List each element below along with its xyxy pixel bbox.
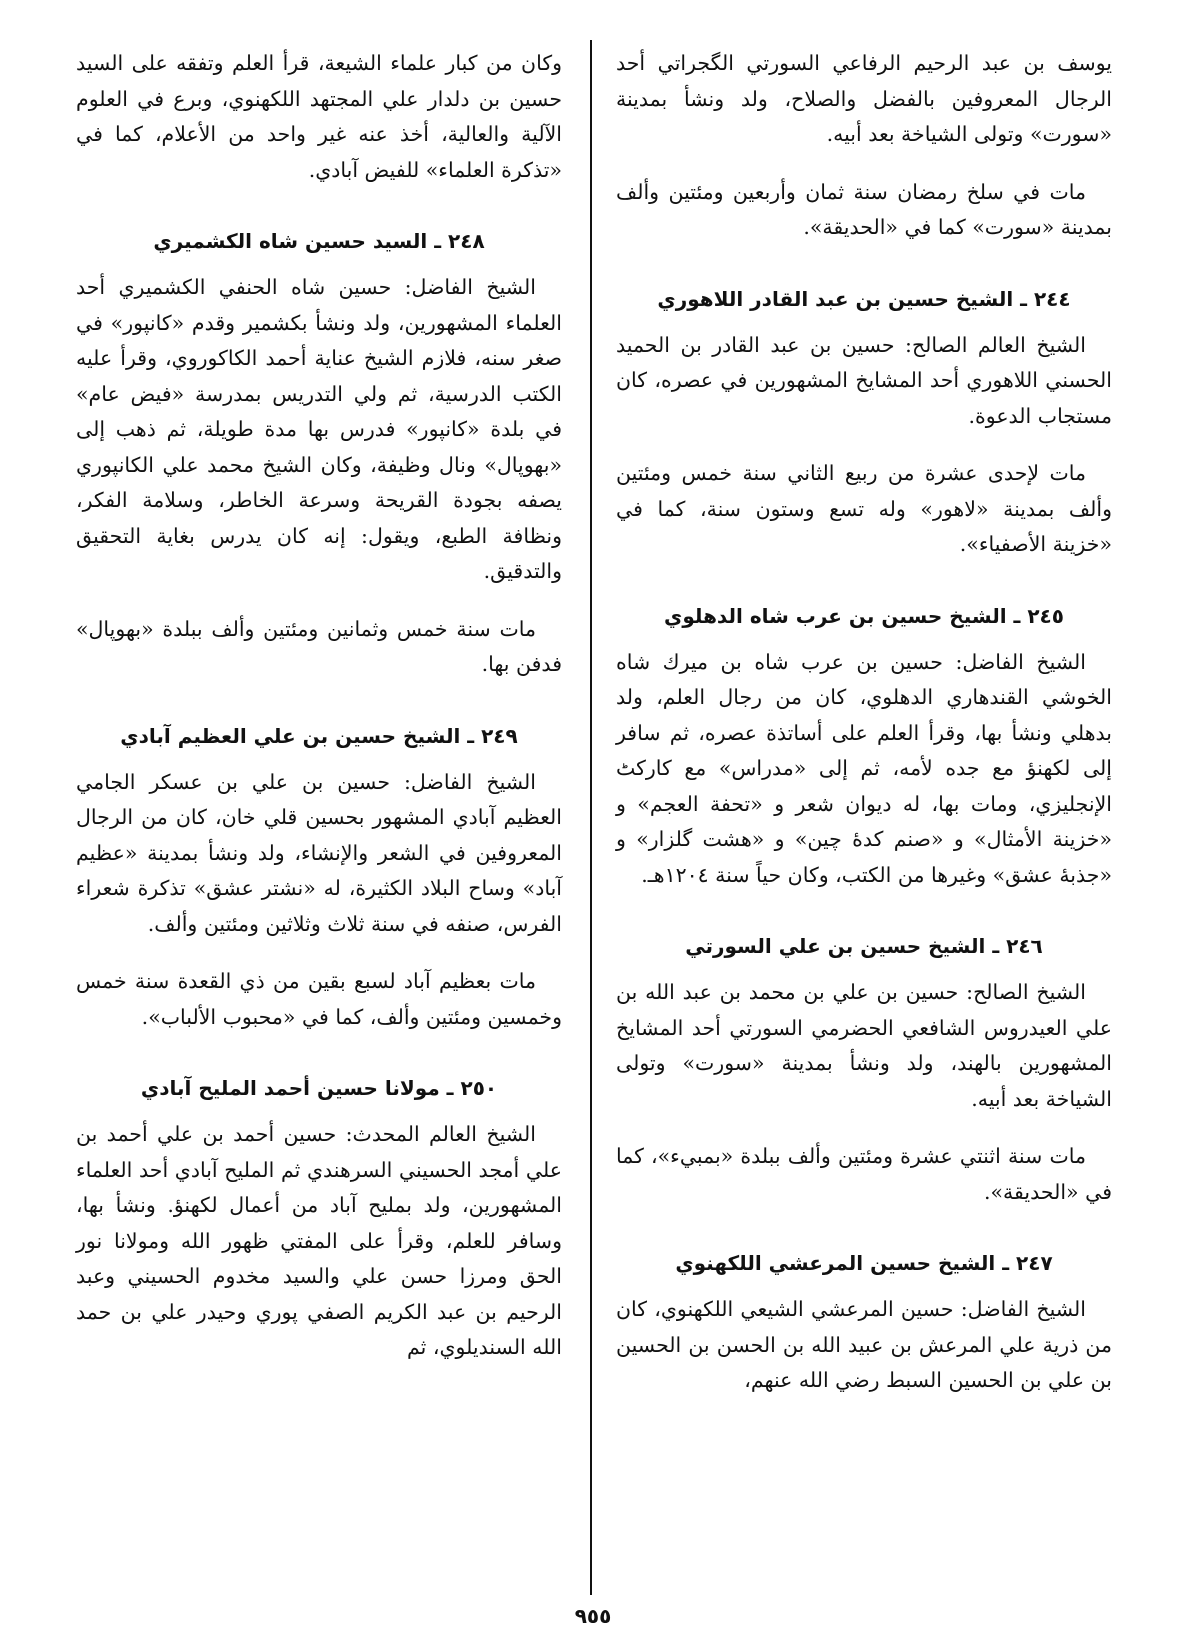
paragraph: يوسف بن عبد الرحيم الرفاعي السورتي الگجراتي أحد الرجال المعروفين بالفضل والصلاح، ولد ونشأ بمدينة «سورت» وتولى الشياخة بعد أبيه. bbox=[616, 51, 1112, 146]
paragraph: الشيخ الفاضل: حسين شاه الحنفي الكشميري أحد العلماء المشهورين، ولد ونشأ بكشمير وقدم «كانپور» في صغر سنه، فلازم الشيخ عناية أحمد الكاكوروي، وقرأ عليه الكتب الدرسية، ثم ولي التدريس بمدرسة «فيض عام» في بلدة «كانپور» فدرس بها مدة طويلة، ثم ذهب إلى «بهوپال» ونال وظيفة، وكان الشيخ محمد علي الكانپوري يصفه بجودة القريحة وسرعة الخاطر، وسلامة الفكر، ونظافة الطبع، ويقول: إنه كان يدرس بغاية التحقيق والتدقيق. bbox=[76, 275, 562, 583]
paragraph: الشيخ الصالح: حسين بن علي بن محمد بن عبد الله بن علي العيدروس الشافعي الحضرمي السورتي أحد المشايخ المشهورين بالهند، ولد ونشأ بمدينة «سورت» وتولى الشياخة بعد أبيه. bbox=[616, 980, 1112, 1111]
entry-title: ٢٤٥ ـ الشيخ حسين بن عرب شاه الدهلوي bbox=[664, 603, 1064, 628]
entry-title: ٢٤٩ ـ الشيخ حسين بن علي العظيم آبادي bbox=[120, 723, 518, 748]
entry-248 bbox=[76, 224, 562, 683]
right-column bbox=[616, 46, 1112, 1435]
paragraph: مات سنة خمس وثمانين ومئتين وألف ببلدة «بهوپال» فدفن بها. bbox=[76, 616, 562, 676]
paragraph: مات بعظيم آباد لسبع بقين من ذي القعدة سنة خمس وخمسين ومئتين وألف، كما في «محبوب الألباب». bbox=[76, 969, 562, 1029]
entry-title: ٢٤٤ ـ الشيخ حسين بن عبد القادر اللاهوري bbox=[657, 286, 1071, 311]
page-number: ٩٥٥ bbox=[574, 1604, 612, 1628]
paragraph: الشيخ الفاضل: حسين بن علي بن عسكر الجامي العظيم آبادي المشهور بحسين قلي خان، كان من الرجال المعروفين في الشعر والإنشاء، ولد ونشأ بمدينة «عظيم آباد» وساح البلاد الكثيرة، له «نشتر عشق» تذكرة شعراء الفرس، صنفه في سنة ثلاث وثلاثين ومئتين وألف. bbox=[76, 769, 562, 936]
entry-title: ٢٤٧ ـ الشيخ حسين المرعشي اللكهنوي bbox=[675, 1251, 1053, 1275]
entry-title: ٢٤٦ ـ الشيخ حسين بن علي السورتي bbox=[685, 934, 1043, 958]
paragraph: الشيخ الفاضل: حسين المرعشي الشيعي اللكهنوي، كان من ذرية علي المرعش بن عبيد الله بن الحسن بن الحسين بن علي بن الحسين السبط رضي الله عنهم، bbox=[616, 1297, 1112, 1392]
paragraph: الشيخ العالم الصالح: حسين بن عبد القادر بن الحميد الحسني اللاهوري أحد المشايخ المشهورين في عصره، كان مستجاب الدعوة. bbox=[616, 332, 1112, 428]
column-divider bbox=[590, 40, 592, 1595]
paragraph: الشيخ العالم المحدث: حسين أحمد بن علي أحمد بن علي أمجد الحسيني السرهندي ثم المليح آبادي أحد العلماء المشهورين، ولد بمليح آباد من أعمال لكهنؤ. ونشأ بها، وسافر للعلم، وقرأ على المفتي ظهور الله ومولانا نور الحق ومرزا حسن علي والسيد مخدوم الحسيني وعبد الرحيم بن عبد الكريم الصفي پوري وحيدر علي بن حمد الله السنديلوي، ثم bbox=[76, 1122, 562, 1359]
left-column bbox=[76, 46, 562, 1402]
paragraph: مات لإحدى عشرة من ربيع الثاني سنة خمس ومئتين وألف بمدينة «لاهور» وله تسع وستون سنة، كما في «خزينة الأصفياء». bbox=[616, 461, 1112, 556]
paragraph: مات سنة اثنتي عشرة ومئتين وألف ببلدة «بمبيء»، كما في «الحديقة». bbox=[616, 1144, 1112, 1204]
paragraph: مات في سلخ رمضان سنة ثمان وأربعين ومئتين وألف بمدينة «سورت» كما في «الحديقة». bbox=[616, 179, 1112, 239]
entry-246 bbox=[616, 929, 1112, 1210]
entry-244 bbox=[616, 282, 1112, 563]
entry-247 bbox=[616, 1246, 1112, 1399]
paragraph: الشيخ الفاضل: حسين بن عرب شاه بن ميرك شاه الخوشي القندهاري الدهلوي، كان من رجال العلم، ولد بدهلي ونشأ بها، وقرأ العلم على أساتذة عصره، ثم سافر إلى لكهنؤ مع جده لأمه، ثم إلى «مدراس» مع كاركٹ الإنجليزي، ومات بها، له ديوان شعر و «تحفة العجم» و «خزينة الأمثال» و «صنم كدهٔ چين» و «هشت گلزار» و «جذبهٔ عشق» وغيرها من الكتب، وكان حياً سنة ١٢٠٤هـ. bbox=[616, 649, 1112, 887]
entry-title: ٢٤٨ ـ السيد حسين شاه الكشميري bbox=[153, 229, 485, 253]
paragraph: وكان من كبار علماء الشيعة، قرأ العلم وتفقه على السيد حسين بن دلدار علي المجتهد اللكهنوي، وبرع في العلوم الآلية والعالية، أخذ عنه غير واحد من الأعلام، كما في «تذكرة العلماء» للفيض آبادي. bbox=[76, 51, 562, 182]
entry-249 bbox=[76, 719, 562, 1036]
entry-title: ٢٥٠ ـ مولانا حسين أحمد المليح آبادي bbox=[140, 1076, 498, 1100]
entry-continuation bbox=[616, 46, 1112, 246]
entry-245 bbox=[616, 599, 1112, 894]
entry-247-continued bbox=[76, 46, 562, 188]
entry-250 bbox=[76, 1071, 562, 1366]
